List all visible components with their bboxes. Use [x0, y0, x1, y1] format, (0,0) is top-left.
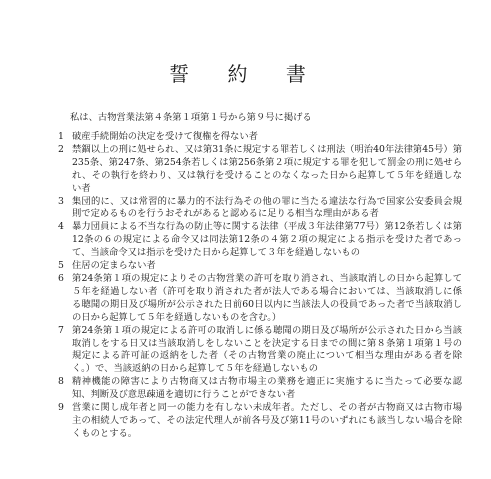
clause-text: 破産手続開始の決定を受けて復権を得ない者 — [72, 131, 258, 142]
clause-item — [50, 376, 462, 402]
clause-text: 住居の定まらない者 — [72, 260, 156, 272]
intro-text: 私は、古物営業法第４条第１項第１号から第９号に掲げる — [70, 112, 312, 123]
clause-number: 2 — [58, 143, 64, 155]
clause-item — [50, 273, 462, 325]
clause-text: 集団的に、又は常習的に暴力的不法行為その他の罪に当たる違法な行為で国家公安委員会規則で定めるものを行うおそれがあると認めるに足りる相当な理由がある者 — [72, 195, 462, 220]
clause-number: 8 — [58, 376, 64, 388]
clause-item — [50, 196, 462, 222]
clause-text: 禁錮以上の刑に処せられ、又は第31条に規定する罪若しくは刑法（明治40年法律第45号）第235条、第247条、第254条若しくは第256条第２項に規定する罪を犯して罰金の刑に処せられ、その執行を終わり、又は執行を受けることのなくなった日から起算して５年を経過しない者 — [72, 143, 462, 194]
clause-text: 暴力団員による不当な行為の防止等に関する法律（平成３年法律第77号）第12条若しくは第12条の６の規定による命令又は同法第12条の４第２項の規定による指示を受けた者であって、当該命令又は指示を受けた日から起算して３年を経過しないもの — [72, 221, 462, 259]
clause-item — [50, 131, 462, 144]
clause-item — [50, 260, 462, 273]
clause-text: 精神機能の障害により古物商又は古物市場主の業務を適正に実施するに当たって必要な認知、判断及び意思疎通を適切に行うことができない者 — [72, 376, 462, 401]
document-title: 誓 約 書 — [169, 62, 322, 86]
clause-text: 第24条第１項の規定による許可の取消しに係る聴聞の期日及び場所が公示された日から当該取消しをする日又は当該取消しをしないことを決定する日までの間に第８条第１項第１号の規定による許可証の返納をした者（その古物営業の廃止について相当な理由がある者を除く。）で、当該返納の日から起算して５年を経過しないもの — [72, 324, 462, 375]
clause-number: 4 — [58, 221, 64, 233]
clause-item — [50, 221, 462, 260]
clause-number: 6 — [58, 272, 64, 284]
clause-item — [50, 402, 462, 441]
clause-number: 9 — [58, 402, 64, 414]
clause-item — [50, 325, 462, 377]
clause-number: 7 — [58, 324, 64, 336]
clause-text: 第24条第１項の規定によりその古物営業の許可を取り消され、当該取消しの日から起算して５年を経過しない者（許可を取り消された者が法人である場合においては、当該取消しに係る聴聞の期日及び場所が公示された日前60日以内に当該法人の役員であった者で当該取消しの日から起算して５年を経過しないものを含む。） — [72, 272, 462, 323]
clause-list — [50, 131, 462, 441]
clause-item — [50, 144, 462, 196]
clause-number: 3 — [58, 195, 64, 207]
clause-text: 営業に関し成年者と同一の能力を有しない未成年者。ただし、その者が古物商又は古物市場主の相続人であって、その法定代理人が前各号及び第11号のいずれにも該当しない場合を除くものとする。 — [72, 402, 462, 439]
clause-number: 5 — [58, 260, 64, 272]
clause-number: 1 — [58, 131, 64, 142]
